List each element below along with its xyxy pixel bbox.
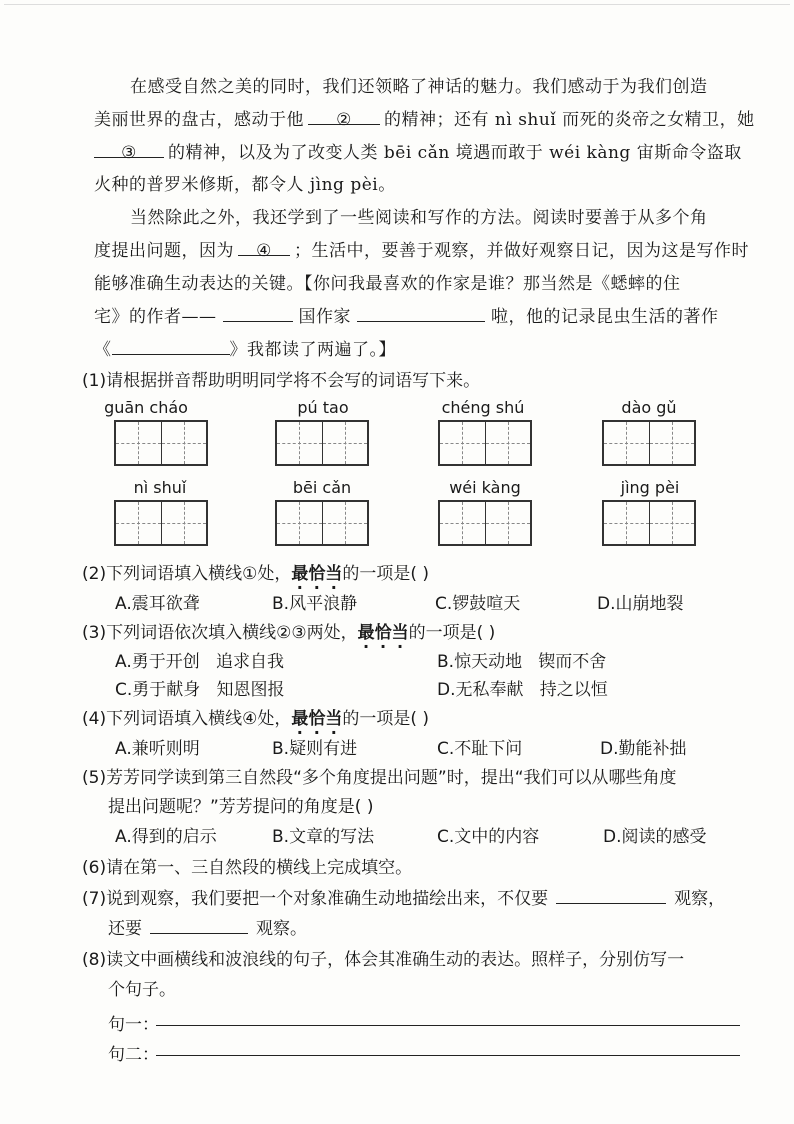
q8-line1-text: 读文中画横线和波浪线的句子，体会其准确生动的表达。照样子，分别仿写一: [106, 950, 685, 970]
q2-label: (2): [82, 564, 107, 584]
blank-4[interactable]: [238, 241, 290, 261]
writing-grid-2[interactable]: [275, 420, 369, 466]
q3-option-c[interactable]: C.勇于献身 知恩图报: [115, 680, 285, 700]
marker-2: ②: [336, 110, 352, 130]
q2-text-b: 的一项是( ): [342, 564, 430, 584]
blank-3[interactable]: [94, 143, 164, 163]
q8-line1: [82, 945, 684, 970]
q5-option-b[interactable]: B.文章的写法: [272, 827, 375, 847]
q3-option-a[interactable]: A.勇于开创 追求自我: [115, 652, 284, 672]
q8-sentence1-label: 句一：: [108, 1015, 159, 1035]
q5-line1-text: 芳芳同学读到第三自然段“多个角度提出问题”时，提出“我们可以从哪些角度: [106, 768, 677, 788]
blank-2[interactable]: [308, 110, 380, 130]
q1-text: 请根据拼音帮助明明同学将不会写的词语写下来。: [106, 371, 481, 391]
passage-p3-line1: 在感受自然之美的同时，我们还领略了神话的魅力。我们感动于为我们创造: [130, 77, 708, 97]
q7-line1a: 说到观察，我们要把一个对象准确生动地描绘出来，不仅要: [106, 889, 549, 909]
passage-p3-line4: 火种的普罗米修斯，都令人 jìng pèi。: [94, 175, 396, 195]
q6-line: [82, 853, 412, 878]
q2-stem: [82, 559, 429, 584]
q7-blank-2[interactable]: [150, 919, 248, 934]
q5-line1: [82, 763, 677, 788]
passage-p4-line2: [94, 236, 749, 261]
passage-p3-line2b: 的精神；还有 nì shuǐ 而死的炎帝之女精卫，她: [384, 110, 755, 130]
passage-p4-line4c: 啦，他的记录昆虫生活的著作: [491, 307, 719, 327]
writing-grid-6[interactable]: [275, 500, 369, 546]
q2-emph-1: 最: [291, 564, 309, 584]
q5-line2: 提出问题呢？”芳芳提问的角度是( ): [108, 797, 374, 817]
passage-p4-line2b: ；生活中，要善于观察，并做好观察日记，因为这是写作时: [294, 241, 749, 261]
q4-option-d[interactable]: D.勤能补拙: [600, 739, 687, 759]
q3-emph-1: 最: [357, 623, 375, 643]
q4-text-b: 的一项是( ): [342, 709, 430, 729]
marker-3: ③: [121, 143, 137, 163]
q3-emph-3: 当: [391, 623, 409, 643]
q4-option-a[interactable]: A.兼听则明: [115, 739, 200, 759]
pinyin-guanchao: guān cháo: [104, 398, 188, 417]
passage-p4-line5a: 《: [94, 340, 112, 360]
passage-p4-line5b: 》我都读了两遍了。】: [229, 340, 396, 360]
q2-option-c[interactable]: C.锣鼓喧天: [435, 594, 521, 614]
q4-emph-2: 恰: [308, 709, 326, 729]
pinyin-putao: pú tao: [297, 398, 349, 417]
pinyin-nishui: nì shuǐ: [133, 478, 187, 497]
q3-option-b[interactable]: B.惊天动地 锲而不舍: [437, 652, 607, 672]
q8-sentence2-line[interactable]: [156, 1055, 740, 1056]
q7-line2: [108, 914, 307, 939]
q4-option-b[interactable]: B.疑则有进: [272, 739, 358, 759]
q4-text-a: 下列词语填入横线④处，: [106, 709, 292, 729]
q1-line: [82, 366, 480, 391]
blank-book[interactable]: [112, 340, 230, 355]
q2-option-a[interactable]: A.震耳欲聋: [115, 594, 200, 614]
q8-label: (8): [82, 950, 107, 970]
q3-text-a: 下列词语依次填入横线②③两处，: [106, 623, 358, 643]
q2-option-b[interactable]: B.风平浪静: [272, 594, 358, 614]
page-top-edge: [4, 4, 790, 5]
q7-line1b: 观察，: [674, 889, 726, 909]
passage-p3-line2a: 美丽世界的盘古，感动于他: [94, 110, 304, 130]
pinyin-jingpei: jìng pèi: [620, 478, 680, 497]
q3-emph-2: 恰: [374, 623, 392, 643]
q5-option-a[interactable]: A.得到的启示: [115, 827, 217, 847]
passage-p4-line5: [94, 335, 396, 360]
marker-4: ④: [256, 241, 272, 261]
q2-option-d[interactable]: D.山崩地裂: [597, 594, 684, 614]
passage-p4-line1: 当然除此之外，我还学到了一些阅读和写作的方法。阅读时要善于从多个角: [130, 208, 708, 228]
q4-option-c[interactable]: C.不耻下问: [437, 739, 523, 759]
writing-grid-1[interactable]: [114, 420, 208, 466]
pinyin-daogu: dào gǔ: [621, 398, 677, 417]
pinyin-weikang: wéi kàng: [449, 478, 521, 497]
q3-label: (3): [82, 623, 107, 643]
passage-p3-line3b: 的精神，以及为了改变人类 bēi cǎn 境遇而敢于 wéi kàng 宙斯命令盗取: [168, 143, 742, 163]
q6-label: (6): [82, 858, 107, 878]
passage-p3-line2: [94, 105, 755, 130]
q4-emph-3: 当: [325, 709, 343, 729]
blank-author[interactable]: [357, 307, 485, 322]
q4-stem: [82, 704, 429, 729]
writing-grid-3[interactable]: [438, 420, 532, 466]
writing-grid-7[interactable]: [438, 500, 532, 546]
q3-option-d[interactable]: D.无私奉献 持之以恒: [437, 680, 608, 700]
writing-grid-5[interactable]: [114, 500, 208, 546]
q2-emph-3: 当: [325, 564, 343, 584]
q3-stem: [82, 618, 495, 643]
q7-blank-1[interactable]: [556, 889, 666, 904]
pinyin-chengshu: chéng shú: [441, 398, 525, 417]
q4-label: (4): [82, 709, 107, 729]
q7-line2b: 观察。: [256, 919, 307, 939]
writing-grid-4[interactable]: [602, 420, 696, 466]
passage-p4-line3: 能够准确生动表达的关键。【你问我最喜欢的作家是谁？那当然是《蟋蟀的住: [94, 274, 681, 294]
passage-p3-line3: [94, 138, 742, 163]
q7-line2a: 还要: [108, 919, 142, 939]
passage-p4-line4b: 国作家: [298, 307, 351, 327]
q2-emph-2: 恰: [308, 564, 326, 584]
writing-grid-8[interactable]: [602, 500, 696, 546]
q4-emph-1: 最: [291, 709, 309, 729]
q3-text-b: 的一项是( ): [408, 623, 496, 643]
passage-p4-line4a: 宅》的作者——: [94, 307, 217, 327]
passage-p4-line2a: 度提出问题，因为: [94, 241, 234, 261]
q5-label: (5): [82, 768, 107, 788]
q6-text: 请在第一、三自然段的横线上完成填空。: [106, 858, 413, 878]
q7-line1: [82, 884, 725, 909]
q7-label: (7): [82, 889, 107, 909]
q2-text-a: 下列词语填入横线①处，: [106, 564, 292, 584]
q8-line2: 个句子。: [108, 980, 176, 1000]
blank-country[interactable]: [223, 307, 293, 322]
q1-label: (1): [82, 371, 107, 391]
q5-option-c[interactable]: C.文中的内容: [437, 827, 540, 847]
q8-sentence2-label: 句二：: [108, 1045, 159, 1065]
q8-sentence1-line[interactable]: [156, 1025, 740, 1026]
pinyin-beican: bēi cǎn: [292, 478, 352, 497]
q5-option-d[interactable]: D.阅读的感受: [603, 827, 707, 847]
passage-p4-line4: [94, 302, 719, 327]
